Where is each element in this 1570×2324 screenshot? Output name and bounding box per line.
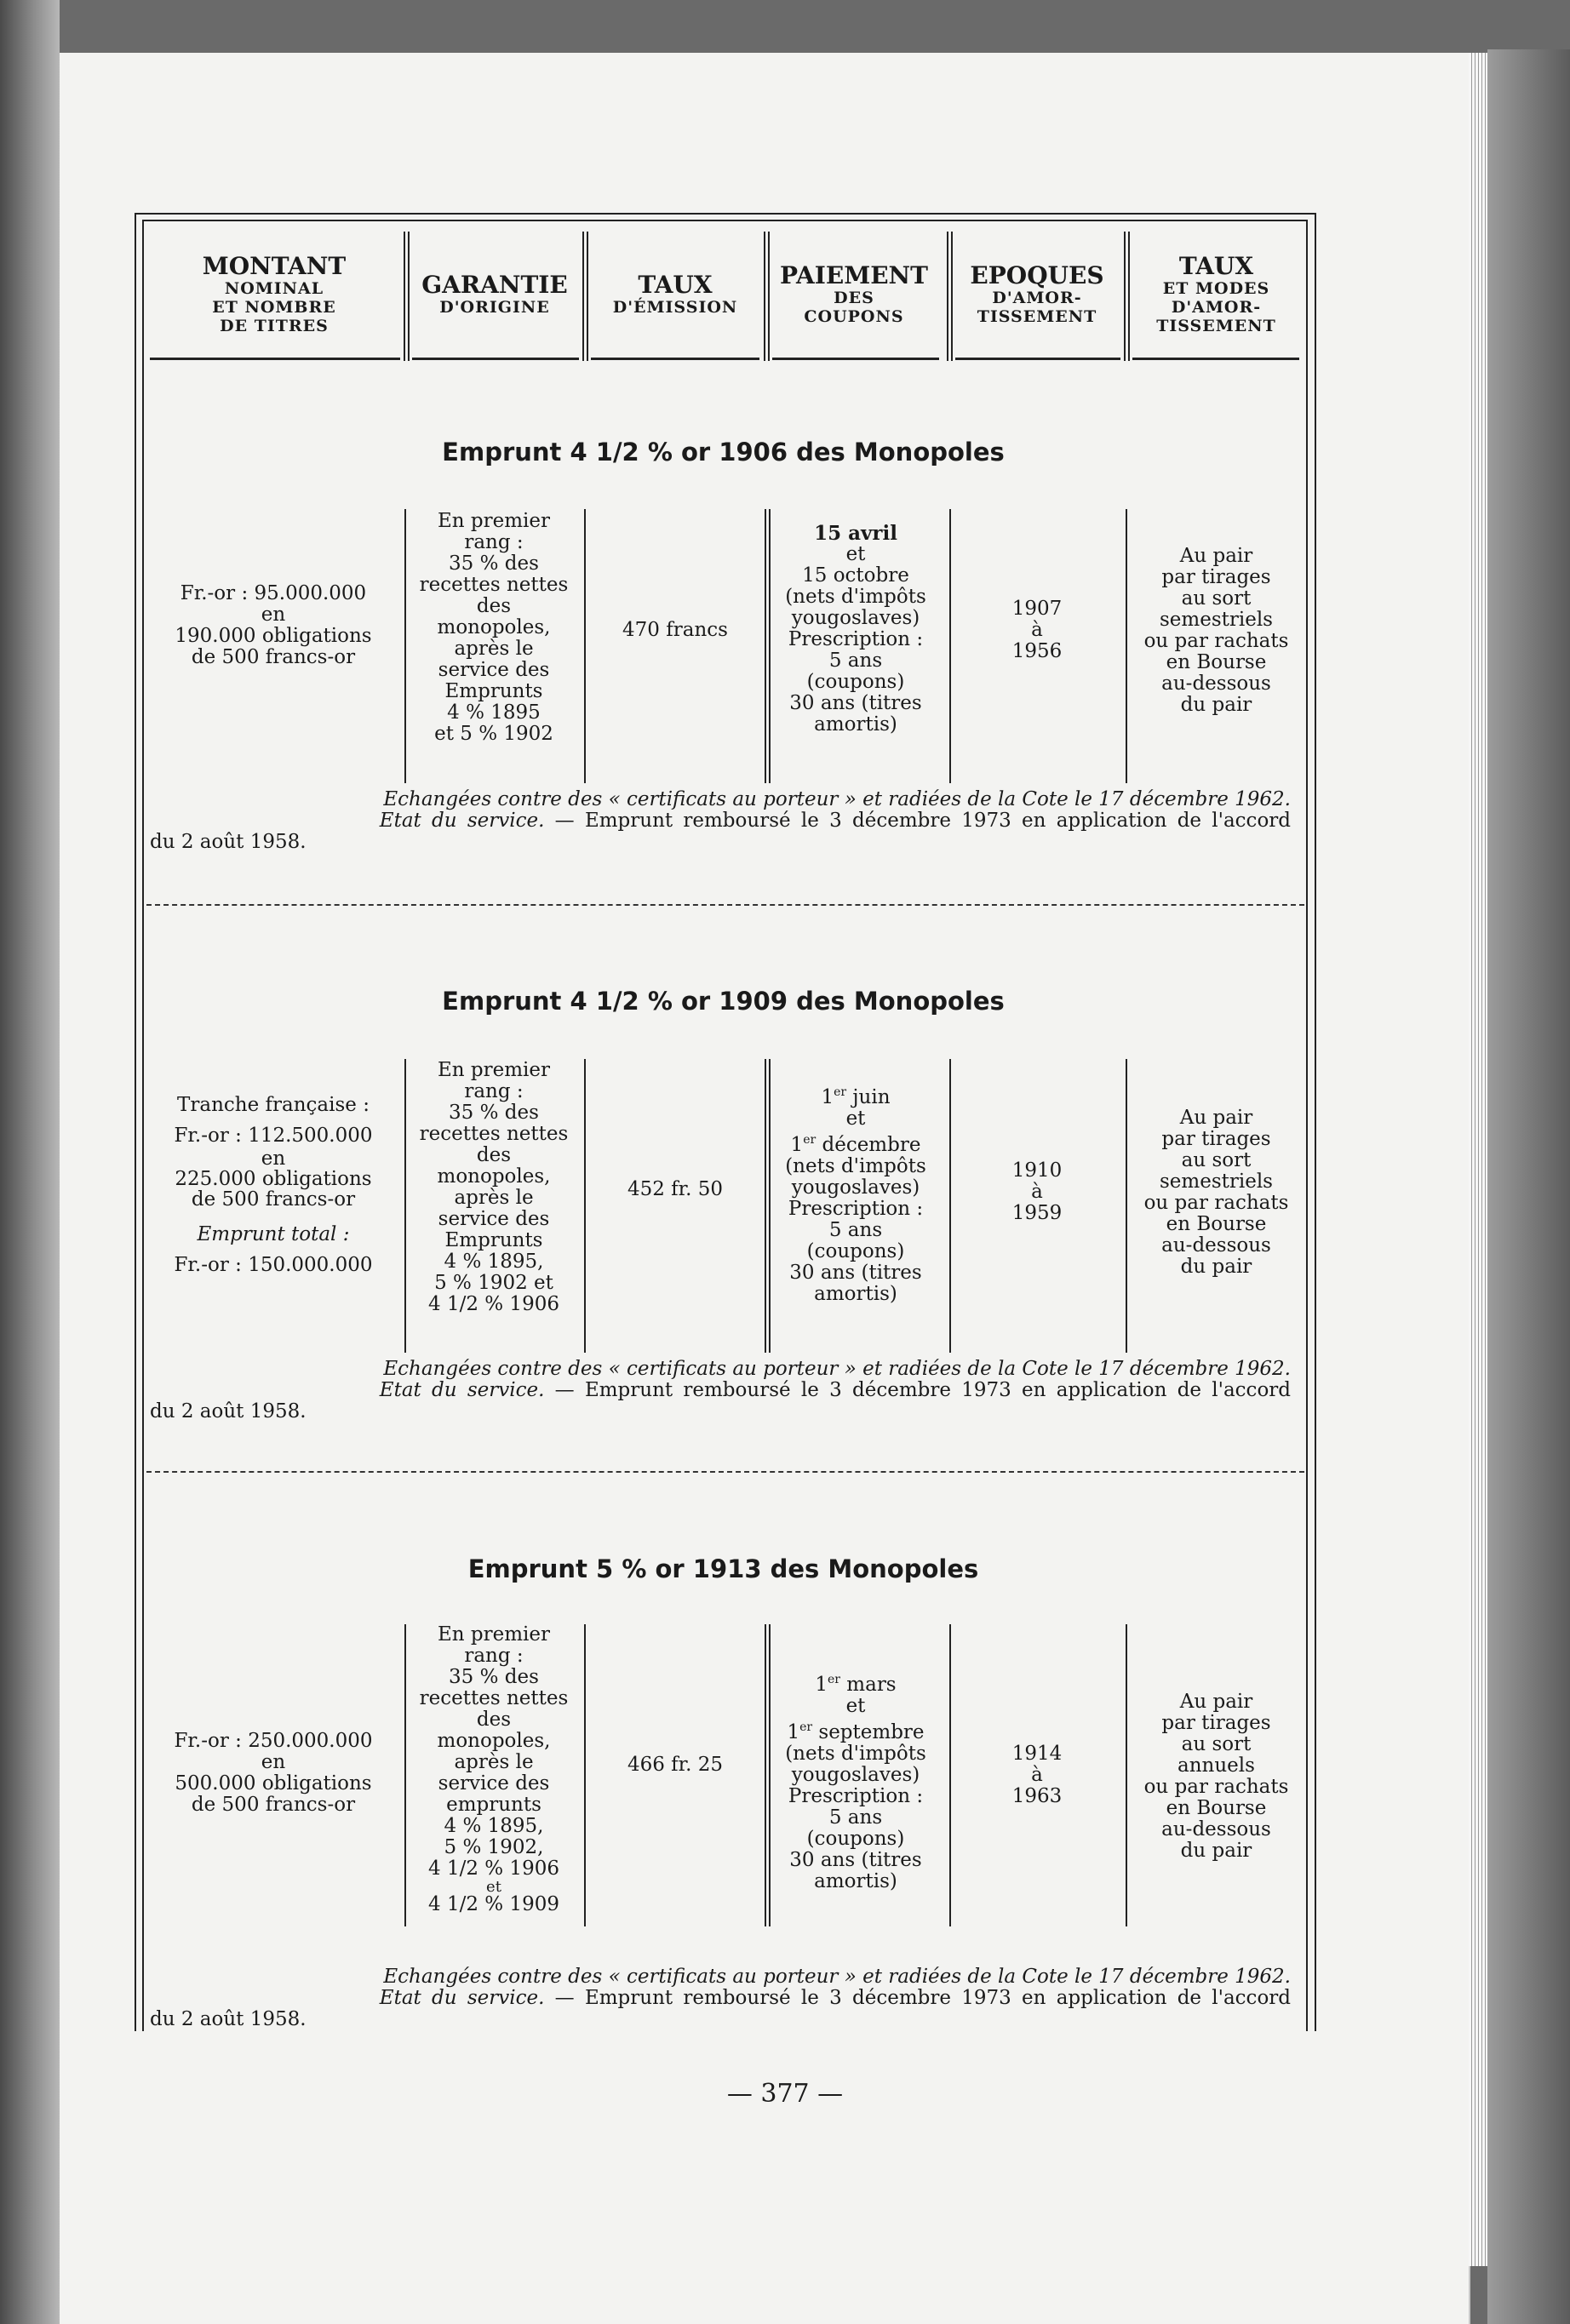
modes-line: au-dessous [1161, 673, 1271, 695]
note-text: — Emprunt remboursé le 3 décembre 1973 en application de l'accord [544, 1987, 1292, 2009]
paiement-line: Prescription : [788, 628, 924, 650]
garantie-line: En premier [437, 1059, 550, 1081]
header-taux-line: D'ÉMISSION [612, 298, 738, 318]
epoques-line: 1907 [1011, 598, 1063, 620]
note-text: — Emprunt remboursé le 3 décembre 1973 en application de l'accord [544, 1379, 1292, 1401]
garantie-line: rang : [464, 1645, 524, 1667]
modes-line: Au pair [1179, 545, 1253, 567]
column-divider [1126, 1624, 1127, 1926]
garantie-line: 35 % des [449, 1666, 539, 1688]
epoques-cell [952, 1743, 1122, 1807]
note-line [150, 1988, 1291, 2009]
header-montant-line: NOMINAL [224, 279, 324, 299]
page-edges [1469, 53, 1487, 2266]
header-taux-line: TAUX [638, 270, 713, 299]
modes-line: au sort [1181, 1733, 1252, 1755]
section-title: Emprunt 4 1/2 % or 1906 des Monopoles [442, 438, 1005, 467]
header-taux [587, 232, 763, 358]
montant-line: Fr.-or : 95.000.000 [180, 582, 367, 604]
header-epoques-line: EPOQUES [970, 261, 1104, 290]
column-divider [765, 1624, 771, 1926]
modes-line: par tirages [1161, 1712, 1271, 1734]
modes-line: au-dessous [1161, 1234, 1271, 1256]
garantie-line: monopoles, [437, 616, 551, 638]
column-divider [584, 1059, 586, 1353]
note-italic: Etat du service. [379, 810, 545, 832]
header-montant-line: DE TITRES [220, 317, 329, 336]
header-underline [412, 358, 579, 360]
header-montant-line: ET NOMBRE [212, 298, 336, 318]
montant-cell [150, 1092, 397, 1278]
modes-line: ou par rachats [1143, 1776, 1289, 1798]
epoques-line: 1914 [1011, 1743, 1063, 1765]
garantie-cell [408, 511, 580, 745]
header-garantie-line: D'ORIGINE [439, 298, 550, 318]
paiement-line: (coupons) [806, 671, 905, 693]
header-underline [150, 358, 400, 360]
book-binding-left [0, 0, 60, 2324]
paiement-line: et [845, 1108, 866, 1130]
paiement-line: amortis) [814, 713, 897, 736]
paiement-line: (nets d'impôts [785, 1155, 926, 1177]
note-line [150, 1380, 1291, 1401]
garantie-line: des [476, 1709, 512, 1731]
header-montant-line: MONTANT [202, 252, 347, 281]
paiement-line: Prescription : [788, 1785, 924, 1807]
modes-line: au-dessous [1161, 1818, 1271, 1840]
montant-line: Fr.-or : 150.000.000 [174, 1254, 373, 1276]
paiement-line: 30 ans (titres [789, 1262, 922, 1284]
column-divider [765, 1059, 771, 1353]
garantie-line: 35 % des [449, 1102, 539, 1124]
modes-cell [1129, 546, 1304, 716]
paiement-cell [771, 523, 941, 736]
garantie-cell [408, 1060, 580, 1315]
section-divider [146, 904, 1304, 906]
modes-line: semestriels [1159, 609, 1273, 631]
column-divider [949, 1059, 951, 1353]
column-divider [949, 509, 951, 783]
epoques-line: 1963 [1011, 1785, 1063, 1807]
modes-line: du pair [1180, 1256, 1252, 1278]
note-text: — Emprunt remboursé le 3 décembre 1973 en application de l'accord [544, 810, 1292, 832]
paiement-line: 30 ans (titres [789, 1849, 922, 1871]
header-modes-line: D'AMOR- [1171, 298, 1262, 318]
paiement-line: (coupons) [806, 1828, 905, 1850]
section-divider [146, 1471, 1304, 1473]
note-line: Echangées contre des « certificats au porteur » et radiées de la Cote le 17 décembre 1962. [383, 1358, 1291, 1380]
montant-line: Fr.-or : 112.500.000 [174, 1125, 373, 1147]
garantie-line: 4 % 1895 [447, 701, 541, 724]
header-underline [591, 358, 759, 360]
modes-line: du pair [1180, 1840, 1252, 1862]
garantie-line: et [486, 1878, 501, 1896]
paiement-cell [771, 1669, 941, 1892]
garantie-line: monopoles, [437, 1730, 551, 1752]
note-line [150, 810, 1291, 832]
column-divider [765, 509, 771, 783]
montant-cell [150, 583, 397, 668]
garantie-line: 35 % des [449, 552, 539, 575]
montant-line: de 500 francs-or [191, 646, 356, 668]
header-modes [1129, 232, 1304, 358]
paiement-line: amortis) [814, 1283, 897, 1305]
paiement-cell [771, 1082, 941, 1305]
paiement-line: yougoslaves) [791, 1764, 920, 1786]
garantie-line: recettes nettes [419, 1687, 569, 1709]
paiement-line: Prescription : [788, 1198, 924, 1220]
book-edge-right [1487, 49, 1570, 2324]
montant-line: 500.000 obligations [175, 1772, 372, 1795]
header-epoques [952, 232, 1122, 358]
header-paiement-line: PAIEMENT [780, 261, 928, 290]
paiement-line: (nets d'impôts [785, 1743, 926, 1765]
paiement-line: (coupons) [806, 1240, 905, 1262]
section-title: Emprunt 5 % or 1913 des Monopoles [467, 1554, 979, 1583]
modes-line: au sort [1181, 1149, 1252, 1171]
column-divider [1126, 509, 1127, 783]
garantie-line: des [476, 1144, 512, 1166]
paiement-line: et [845, 543, 866, 565]
garantie-line: recettes nettes [419, 574, 569, 596]
montant-line: de 500 francs-or [191, 1188, 356, 1211]
column-divider [1126, 1059, 1127, 1353]
column-divider [404, 1624, 406, 1926]
garantie-line: service des [438, 1772, 550, 1795]
note-line: du 2 août 1958. [150, 2008, 307, 2030]
montant-line: Emprunt total : [197, 1223, 350, 1245]
montant-line: 225.000 obligations [175, 1168, 372, 1190]
epoques-cell [952, 598, 1122, 662]
paiement-line: 5 ans [828, 1219, 883, 1241]
modes-line: semestriels [1159, 1171, 1273, 1193]
page-number: — 377 — [726, 2079, 844, 2109]
garantie-line: après le [454, 1751, 534, 1773]
paiement-line: 30 ans (titres [789, 692, 922, 714]
paiement-line: 5 ans [828, 1806, 883, 1829]
column-divider [404, 509, 406, 783]
header-modes-line: TAUX [1178, 252, 1254, 281]
modes-line: en Bourse [1166, 651, 1267, 673]
header-modes-line: ET MODES [1162, 279, 1270, 299]
paiement-line: 15 avril [814, 522, 897, 545]
section-note [150, 1966, 1291, 2030]
epoques-line: à [1031, 619, 1043, 641]
garantie-cell [408, 1624, 580, 1915]
garantie-line: Emprunts [444, 680, 543, 702]
montant-line: en [261, 604, 286, 626]
note-line: du 2 août 1958. [150, 1400, 307, 1422]
header-garantie [409, 232, 581, 358]
paiement-line: 15 octobre [802, 564, 909, 587]
epoques-line: à [1031, 1764, 1043, 1786]
garantie-line: des [476, 595, 512, 617]
note-italic: Etat du service. [379, 1987, 545, 2009]
montant-line: en [261, 1148, 286, 1170]
epoques-line: 1959 [1011, 1202, 1063, 1224]
note-italic: Etat du service. [379, 1379, 545, 1401]
column-divider [949, 1624, 951, 1926]
garantie-line: 4 1/2 % 1906 [428, 1857, 559, 1880]
paiement-line: yougoslaves) [791, 1176, 920, 1199]
epoques-line: à [1031, 1181, 1043, 1203]
paiement-line: et [845, 1695, 866, 1717]
header-garantie-line: GARANTIE [421, 270, 568, 299]
garantie-line: 5 % 1902 et [434, 1272, 553, 1294]
garantie-line: après le [454, 1187, 534, 1209]
modes-line: annuels [1178, 1754, 1255, 1777]
modes-line: Au pair [1179, 1107, 1253, 1129]
epoques-line: 1956 [1011, 640, 1063, 662]
taux-cell: 466 fr. 25 [627, 1754, 724, 1776]
modes-line: en Bourse [1166, 1213, 1267, 1235]
header-paiement-line: COUPONS [804, 307, 904, 327]
garantie-line: emprunts [446, 1794, 541, 1816]
modes-cell [1129, 1691, 1304, 1862]
header-underline [955, 358, 1120, 360]
garantie-line: service des [438, 1208, 550, 1230]
section-note [150, 1359, 1291, 1422]
montant-line: en [261, 1751, 286, 1773]
montant-line: Tranche française : [177, 1094, 370, 1116]
modes-line: en Bourse [1166, 1797, 1267, 1819]
modes-line: Au pair [1179, 1691, 1253, 1713]
header-epoques-line: TISSEMENT [977, 307, 1097, 327]
note-line: Echangées contre des « certificats au porteur » et radiées de la Cote le 17 décembre 1962. [383, 1966, 1291, 1988]
garantie-line: après le [454, 638, 534, 660]
garantie-line: service des [438, 659, 550, 681]
paiement-line: 5 ans [828, 650, 883, 672]
montant-line: 190.000 obligations [175, 625, 372, 647]
paiement-line: 1er mars [815, 1673, 897, 1696]
paiement-line: yougoslaves) [791, 607, 920, 629]
taux-cell: 452 fr. 50 [627, 1178, 724, 1200]
header-paiement [769, 232, 939, 358]
column-divider [404, 1059, 406, 1353]
section-note [150, 789, 1291, 853]
paiement-text: 1er juin [821, 1085, 891, 1108]
garantie-line: et 5 % 1902 [434, 723, 553, 745]
modes-line: ou par rachats [1143, 630, 1289, 652]
modes-line: ou par rachats [1143, 1192, 1289, 1214]
modes-line: par tirages [1161, 566, 1271, 588]
paiement-line [771, 1082, 941, 1108]
header-underline [772, 358, 939, 360]
modes-line: du pair [1180, 694, 1252, 716]
paiement-line: 1er décembre [790, 1133, 921, 1156]
garantie-line: 4 % 1895, [444, 1815, 544, 1837]
header-montant [146, 232, 402, 358]
garantie-line: En premier [437, 510, 550, 532]
note-line: Echangées contre des « certificats au porteur » et radiées de la Cote le 17 décembre 1962. [383, 788, 1291, 810]
header-modes-line: TISSEMENT [1156, 317, 1276, 336]
modes-line: au sort [1181, 587, 1252, 610]
montant-cell [150, 1731, 397, 1816]
garantie-line: 4 1/2 % 1909 [428, 1893, 559, 1915]
garantie-line: 5 % 1902, [444, 1836, 544, 1858]
garantie-line: monopoles, [437, 1165, 551, 1188]
garantie-line: recettes nettes [419, 1123, 569, 1145]
header-paiement-line: DES [834, 289, 874, 308]
epoques-line: 1910 [1011, 1159, 1063, 1182]
garantie-line: rang : [464, 531, 524, 553]
section-title: Emprunt 4 1/2 % or 1909 des Monopoles [442, 987, 1005, 1016]
paiement-line: amortis) [814, 1870, 897, 1892]
note-line: du 2 août 1958. [150, 831, 307, 853]
garantie-line: En premier [437, 1623, 550, 1646]
paiement-line: 1er septembre [787, 1720, 925, 1743]
garantie-line: 4 % 1895, [444, 1251, 544, 1273]
garantie-line: Emprunts [444, 1229, 543, 1251]
garantie-line: rang : [464, 1080, 524, 1102]
montant-line: de 500 francs-or [191, 1794, 356, 1816]
header-underline [1132, 358, 1299, 360]
garantie-line: 4 1/2 % 1906 [428, 1293, 559, 1315]
taux-cell: 470 francs [622, 619, 728, 641]
header-epoques-line: D'AMOR- [992, 289, 1082, 308]
epoques-cell [952, 1160, 1122, 1224]
modes-cell [1129, 1108, 1304, 1278]
modes-line: par tirages [1161, 1128, 1271, 1150]
column-divider [584, 1624, 586, 1926]
montant-line: Fr.-or : 250.000.000 [174, 1730, 373, 1752]
paiement-line: (nets d'impôts [785, 586, 926, 608]
column-divider [584, 509, 586, 783]
